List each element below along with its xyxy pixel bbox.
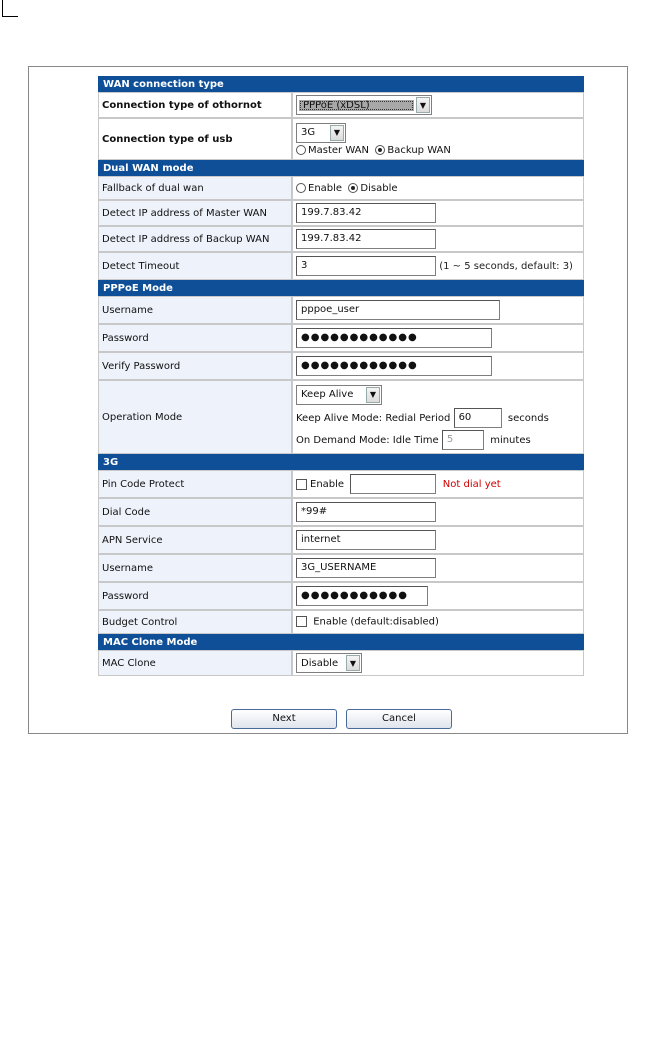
backup-wan-label: Backup WAN	[387, 144, 451, 156]
page-corner-mark	[2, 0, 3, 16]
pin-enable-label: Enable	[310, 479, 345, 490]
ondemand-input[interactable]: 5	[442, 430, 484, 450]
cancel-button[interactable]: Cancel	[346, 709, 452, 729]
chevron-down-icon: ▼	[330, 125, 344, 141]
page-corner-mark	[2, 16, 18, 17]
master-wan-radio[interactable]	[296, 145, 306, 155]
fallback-enable-label: Enable	[308, 182, 343, 194]
backup-ip-input[interactable]: 199.7.83.42	[296, 229, 436, 249]
3g-password-label: Password	[98, 582, 292, 610]
eth-type-select[interactable]: PPPoE (xDSL) ▼	[296, 95, 432, 115]
opmode-select[interactable]: Keep Alive ▼	[296, 385, 382, 405]
keepalive-unit: seconds	[507, 412, 549, 424]
dial-code-label: Dial Code	[98, 498, 292, 526]
fallback-disable-radio[interactable]	[348, 183, 358, 193]
budget-enable-label: Enable (default:disabled)	[313, 616, 439, 628]
ondemand-unit: minutes	[490, 434, 531, 446]
pppoe-password-input[interactable]: ●●●●●●●●●●●●	[296, 328, 492, 348]
ondemand-label: On Demand Mode: Idle Time	[296, 434, 439, 446]
keepalive-input[interactable]: 60	[454, 408, 502, 428]
pin-status-text: Not dial yet	[442, 479, 501, 490]
3g-username-input[interactable]: 3G_USERNAME	[296, 558, 436, 578]
opmode-label: Operation Mode	[98, 380, 292, 454]
timeout-input[interactable]: 3	[296, 256, 436, 276]
pin-enable-checkbox[interactable]	[296, 479, 307, 490]
pppoe-password-label: Password	[98, 324, 292, 352]
usb-type-label: Connection type of usb	[98, 118, 292, 160]
wan-settings-table	[98, 76, 584, 676]
master-ip-label: Detect IP address of Master WAN	[98, 200, 292, 226]
section-header-pppoe: PPPoE Mode	[98, 280, 584, 296]
usb-type-select[interactable]: 3G ▼	[296, 123, 346, 143]
pppoe-username-label: Username	[98, 296, 292, 324]
next-button[interactable]: Next	[231, 709, 337, 729]
chevron-down-icon: ▼	[366, 387, 380, 403]
apn-input[interactable]: internet	[296, 530, 436, 550]
pppoe-verify-input[interactable]: ●●●●●●●●●●●●	[296, 356, 492, 376]
timeout-hint: (1 ~ 5 seconds, default: 3)	[439, 261, 573, 272]
mac-clone-label: MAC Clone	[98, 650, 292, 676]
master-wan-label: Master WAN	[308, 144, 369, 156]
pin-label: Pin Code Protect	[98, 470, 292, 498]
section-header-3g: 3G	[98, 454, 584, 470]
pin-code-input[interactable]	[350, 474, 436, 494]
backup-ip-label: Detect IP address of Backup WAN	[98, 226, 292, 252]
fallback-label: Fallback of dual wan	[98, 176, 292, 200]
timeout-label: Detect Timeout	[98, 252, 292, 280]
apn-label: APN Service	[98, 526, 292, 554]
wan-settings-panel	[98, 76, 584, 676]
budget-label: Budget Control	[98, 610, 292, 634]
dial-code-input[interactable]: *99#	[296, 502, 436, 522]
3g-password-input[interactable]: ●●●●●●●●●●●	[296, 586, 428, 606]
eth-type-label: Connection type of othornot	[98, 92, 292, 118]
3g-username-label: Username	[98, 554, 292, 582]
section-header-dual-wan: Dual WAN mode	[98, 160, 584, 176]
pppoe-verify-label: Verify Password	[98, 352, 292, 380]
backup-wan-radio[interactable]	[375, 145, 385, 155]
chevron-down-icon: ▼	[346, 655, 360, 671]
pppoe-username-input[interactable]: pppoe_user	[296, 300, 500, 320]
keepalive-label: Keep Alive Mode: Redial Period	[296, 412, 451, 424]
mac-clone-select[interactable]: Disable ▼	[296, 653, 362, 673]
section-header-mac-clone: MAC Clone Mode	[98, 634, 584, 650]
master-ip-input[interactable]: 199.7.83.42	[296, 203, 436, 223]
chevron-down-icon: ▼	[416, 97, 430, 113]
fallback-disable-label: Disable	[360, 182, 398, 194]
fallback-enable-radio[interactable]	[296, 183, 306, 193]
section-header-wan-type: WAN connection type	[98, 76, 584, 92]
budget-enable-checkbox[interactable]	[296, 616, 307, 627]
